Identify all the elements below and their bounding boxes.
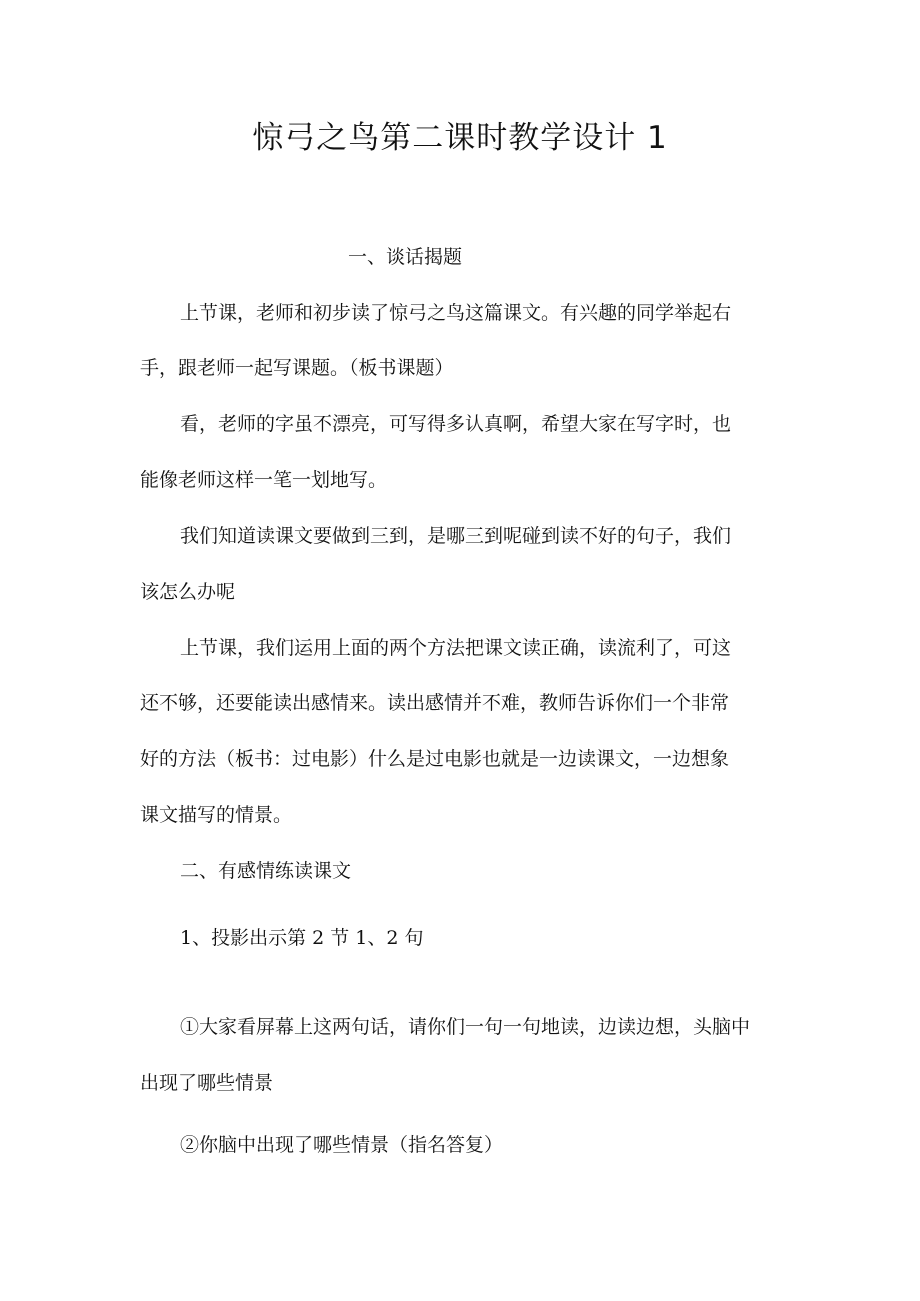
paragraph-4-line-3: 好的方法（板书：过电影）什么是过电影也就是一边读课文，一边想象 xyxy=(140,748,730,770)
paragraph-3-line-2: 该怎么办呢 xyxy=(140,581,236,603)
list-item-1: 1、投影出示第 2 节 1、2 句 xyxy=(180,927,424,949)
paragraph-2-line-1: 看，老师的字虽不漂亮，可写得多认真啊，希望大家在写字时，也 xyxy=(180,413,732,435)
paragraph-1-line-1: 上节课，老师和初步读了惊弓之鸟这篇课文。有兴趣的同学举起右 xyxy=(180,302,732,324)
list-item-1b: ②你脑中出现了哪些情景（指名答复） xyxy=(180,1134,504,1156)
paragraph-2-line-2: 能像老师这样一笔一划地写。 xyxy=(140,469,388,491)
paragraph-3-line-1: 我们知道读课文要做到三到，是哪三到呢碰到读不好的句子，我们 xyxy=(180,525,732,547)
paragraph-4-line-4: 课文描写的情景。 xyxy=(140,804,293,826)
paragraph-1-line-2: 手，跟老师一起写课题。（板书课题） xyxy=(140,357,454,379)
document-title: 惊弓之鸟第二课时教学设计 1 xyxy=(252,120,668,156)
paragraph-4-line-2: 还不够，还要能读出感情来。读出感情并不难，教师告诉你们一个非常 xyxy=(140,692,730,714)
paragraph-4-line-1: 上节课，我们运用上面的两个方法把课文读正确，读流利了，可这 xyxy=(180,637,732,659)
list-item-1a-line-1: ①大家看屏幕上这两句话，请你们一句一句地读，边读边想，头脑中 xyxy=(180,1016,751,1038)
section-heading-2: 二、有感情练读课文 xyxy=(180,860,352,882)
section-heading-1: 一、谈话揭题 xyxy=(348,246,463,268)
list-item-1a-line-2: 出现了哪些情景 xyxy=(140,1072,274,1094)
